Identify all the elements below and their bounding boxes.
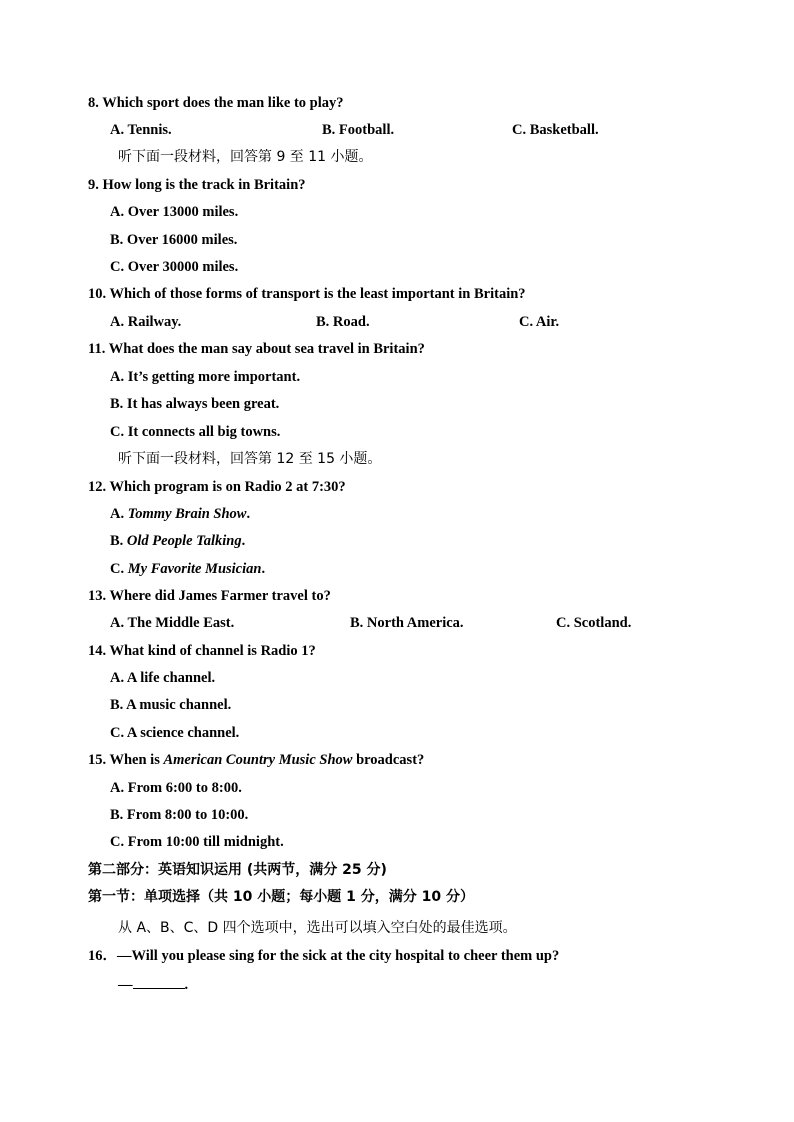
q8-option-b: B. Football. bbox=[322, 122, 395, 138]
question-8: 8. Which sport does the man like to play? bbox=[88, 95, 344, 111]
question-16: 16．—Will you please sing for the sick at the city hospital to cheer them up? bbox=[88, 948, 560, 964]
question-12: 12. Which program is on Radio 2 at 7:30? bbox=[88, 479, 346, 495]
q15-option-b: B. From 8:00 to 10:00. bbox=[110, 807, 249, 823]
q16-answer-dash: — bbox=[118, 977, 133, 993]
q10-option-c: C. Air. bbox=[519, 314, 560, 330]
q16-answer-period: . bbox=[184, 977, 189, 993]
q13-option-c: C. Scotland. bbox=[556, 615, 632, 631]
q12-a-suffix: . bbox=[246, 506, 251, 522]
q15-option-c: C. From 10:00 till midnight. bbox=[110, 834, 284, 850]
q12-b-prefix: B. bbox=[110, 533, 127, 549]
section1-heading: 第一节：单项选择（共 10 小题；每小题 1 分，满分 10 分） bbox=[88, 889, 474, 905]
q13-option-b: B. North America. bbox=[350, 615, 464, 631]
q15-option-a: A. From 6:00 to 8:00. bbox=[110, 780, 242, 796]
instruction-9-11: 听下面一段材料，回答第 9 至 11 小题。 bbox=[118, 149, 373, 165]
q14-option-c: C. A science channel. bbox=[110, 725, 240, 741]
q10-option-a: A. Railway. bbox=[110, 314, 182, 330]
q12-option-c bbox=[110, 559, 265, 579]
q12-a-prefix: A. bbox=[110, 506, 128, 522]
q15-prefix: 15. When is bbox=[88, 752, 164, 768]
q12-c-prefix: C. bbox=[110, 561, 128, 577]
q16-answer-blank bbox=[133, 974, 185, 989]
question-15 bbox=[88, 750, 424, 770]
q12-option-a bbox=[110, 504, 250, 524]
q15-title: American Country Music Show bbox=[163, 752, 353, 768]
q9-option-a: A. Over 13000 miles. bbox=[110, 204, 239, 220]
q9-option-b: B. Over 16000 miles. bbox=[110, 232, 238, 248]
q8-option-a: A. Tennis. bbox=[110, 122, 172, 138]
instruction-12-15: 听下面一段材料，回答第 12 至 15 小题。 bbox=[118, 451, 382, 467]
q11-option-a: A. It’s getting more important. bbox=[110, 369, 301, 385]
question-13: 13. Where did James Farmer travel to? bbox=[88, 588, 331, 604]
q9-option-c: C. Over 30000 miles. bbox=[110, 259, 239, 275]
question-11: 11. What does the man say about sea travel in Britain? bbox=[88, 341, 425, 357]
q12-c-suffix: . bbox=[261, 561, 266, 577]
question-9: 9. How long is the track in Britain? bbox=[88, 177, 306, 193]
part2-heading: 第二部分：英语知识运用 (共两节，满分 25 分) bbox=[88, 862, 387, 878]
q14-option-a: A. A life channel. bbox=[110, 670, 216, 686]
q14-option-b: B. A music channel. bbox=[110, 697, 232, 713]
q10-option-b: B. Road. bbox=[316, 314, 370, 330]
section1-instruction: 从 A、B、C、D 四个选项中，选出可以填入空白处的最佳选项。 bbox=[118, 920, 517, 936]
question-10: 10. Which of those forms of transport is the least important in Britain? bbox=[88, 286, 526, 302]
q12-option-b bbox=[110, 531, 245, 551]
q12-c-title: My Favorite Musician bbox=[127, 561, 262, 577]
q13-option-a: A. The Middle East. bbox=[110, 615, 235, 631]
q12-b-suffix: . bbox=[241, 533, 246, 549]
question-14: 14. What kind of channel is Radio 1? bbox=[88, 643, 316, 659]
q12-b-title: Old People Talking bbox=[126, 533, 242, 549]
q16-answer-line bbox=[118, 974, 188, 995]
q15-suffix: broadcast? bbox=[352, 752, 425, 768]
q11-option-b: B. It has always been great. bbox=[110, 396, 280, 412]
q11-option-c: C. It connects all big towns. bbox=[110, 424, 281, 440]
q12-a-title: Tommy Brain Show bbox=[127, 506, 247, 522]
q8-option-c: C. Basketball. bbox=[512, 122, 599, 138]
